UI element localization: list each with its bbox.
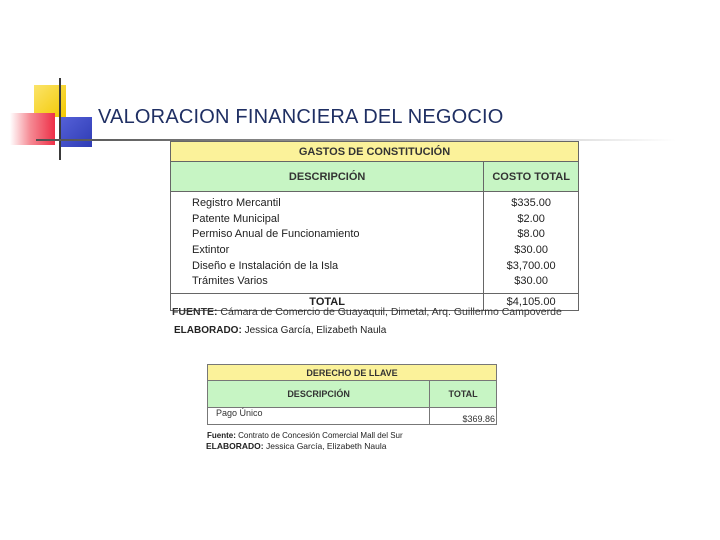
derecho-llave-table [207,364,497,425]
elaborado-text: Jessica García, Elizabeth Naula [244,325,387,336]
gastos-constitucion-table [170,141,579,311]
col-header-descripcion: DESCRIPCIÓN [171,162,484,192]
col-header-descripcion: DESCRIPCIÓN [208,381,430,408]
llave-table-title: DERECHO DE LLAVE [208,365,497,381]
costo-column [484,192,579,294]
decorative-blue-square [60,117,92,147]
table-row-desc: Trámites Varios [192,275,268,288]
col-header-total: TOTAL [430,381,497,408]
col-header-costo-total: COSTO TOTAL [484,162,579,192]
table-row-desc: Registro Mercantil [192,197,281,209]
table-row-cost: $30.00 [514,275,548,288]
table-row-desc: Patente Municipal [192,212,280,225]
table-row-cost: $335.00 [511,197,552,209]
total-value: $4,105.00 [484,294,579,311]
table-row-cost: $8.00 [517,228,545,241]
gastos-table-title: GASTOS DE CONSTITUCIÓN [171,142,579,162]
llave-row-value: $369.86 [430,408,497,425]
llave-elaborado [206,441,386,451]
fuente-label: FUENTE: [172,306,218,318]
fuente-label: Fuente: [207,431,236,440]
descripcion-column [171,192,484,294]
table-row-cost: $2.00 [517,212,545,225]
table-row-cost: $3,700.00 [506,259,556,272]
table-row-cost: $30.00 [514,244,548,257]
llave-row-desc: Pago Único [208,408,430,425]
elaborado-text: Jessica García, Elizabeth Naula [265,441,387,451]
elaborado-label: ELABORADO: [206,441,264,451]
table-row-desc: Diseño e Instalación de la Isla [192,259,339,272]
elaborado-label: ELABORADO: [174,325,242,336]
gastos-fuente [172,306,562,318]
total-label: TOTAL [171,294,484,311]
page-title: VALORACION FINANCIERA DEL NEGOCIO [98,106,504,128]
fuente-text: Contrato de Concesión Comercial Mall del Sur [238,431,403,440]
fuente-text: Cámara de Comercio de Guayaquil, Dimetal, Arq. Guillermo Campoverde [220,306,562,318]
llave-fuente [207,431,403,440]
decorative-vertical-line [59,78,61,160]
gastos-elaborado [174,325,386,336]
table-row-desc: Permiso Anual de Funcionamiento [192,228,360,241]
table-row-desc: Extintor [192,244,230,257]
